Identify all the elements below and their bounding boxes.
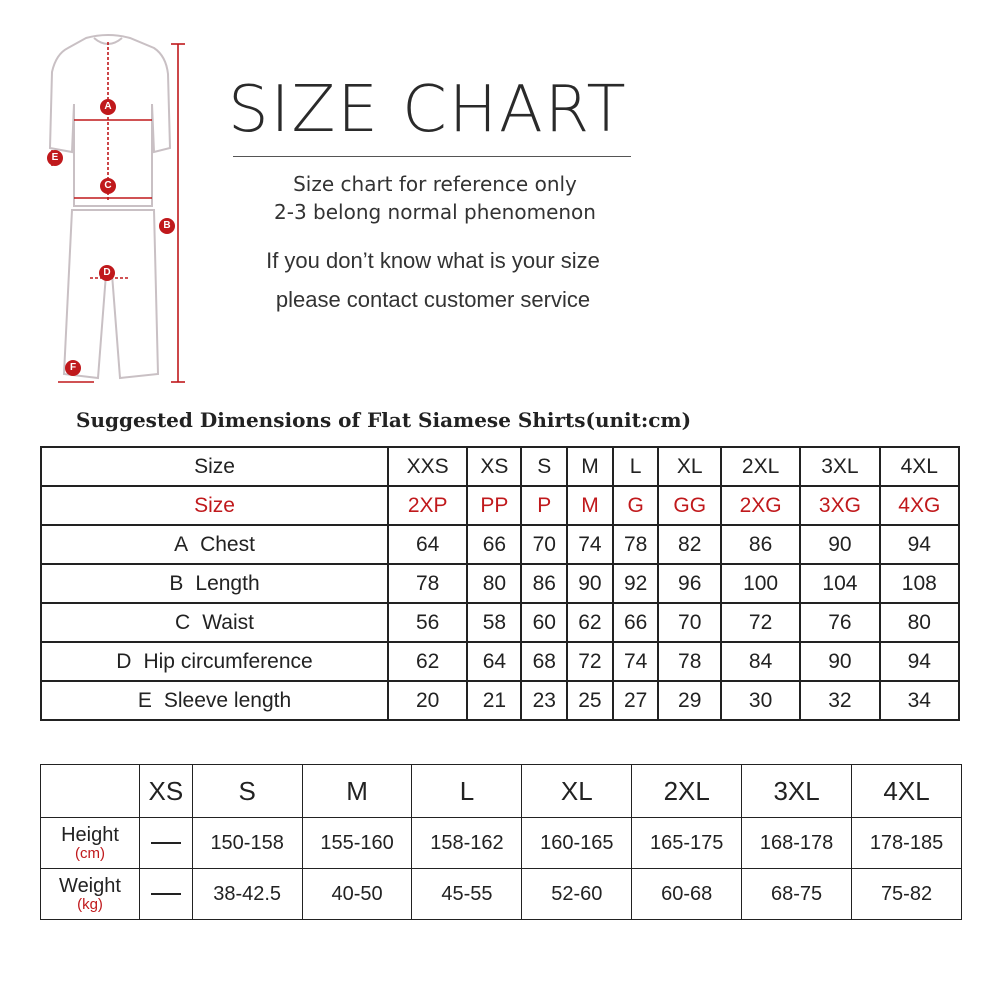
size-heading: XS — [140, 765, 193, 818]
measurement-row — [41, 525, 959, 564]
dash-glyph — [151, 893, 181, 895]
table-cell: 23 — [521, 681, 567, 720]
marker-c: C — [100, 178, 116, 194]
marker-e: E — [47, 150, 63, 166]
table-cell: L — [613, 447, 659, 486]
row-label: Size — [41, 447, 388, 486]
size-heading: S — [192, 765, 302, 818]
alt-size-row — [41, 486, 959, 525]
table-cell: XL — [658, 447, 720, 486]
empty-corner-cell — [41, 765, 140, 818]
marker-b: B — [159, 218, 175, 234]
row-label — [41, 642, 388, 681]
measurement-row — [41, 681, 959, 720]
table-cell: 64 — [388, 525, 467, 564]
table-cell: XXS — [388, 447, 467, 486]
body-measurement-table — [40, 764, 962, 920]
row-label — [41, 818, 140, 869]
measure-name: Length — [195, 571, 260, 595]
table-cell: 38-42.5 — [192, 869, 302, 920]
table-cell: 2XG — [721, 486, 800, 525]
size-heading: XL — [522, 765, 632, 818]
table-cell: 84 — [721, 642, 800, 681]
table-cell — [140, 818, 193, 869]
table-cell: 74 — [567, 525, 613, 564]
measure-name: Hip circumference — [143, 649, 313, 673]
table-cell: 86 — [521, 564, 567, 603]
size-heading: M — [302, 765, 412, 818]
measure-name: Chest — [200, 532, 255, 556]
table-cell: 165-175 — [632, 818, 742, 869]
size-heading: 3XL — [742, 765, 852, 818]
table-cell: 40-50 — [302, 869, 412, 920]
table-cell: M — [567, 447, 613, 486]
measure-name: Sleeve length — [163, 688, 292, 712]
table-cell: 58 — [467, 603, 521, 642]
table-cell: 78 — [613, 525, 659, 564]
title-divider — [233, 156, 631, 157]
measurement-row — [41, 642, 959, 681]
table-cell: 30 — [721, 681, 800, 720]
row-label — [41, 525, 388, 564]
table-cell: S — [521, 447, 567, 486]
height-row — [41, 818, 962, 869]
table-cell: 3XG — [800, 486, 879, 525]
table-cell: 86 — [721, 525, 800, 564]
table-cell: 78 — [388, 564, 467, 603]
measure-letter: A — [174, 532, 189, 556]
table-cell: 3XL — [800, 447, 879, 486]
measure-letter: E — [137, 688, 152, 712]
table-cell: 60 — [521, 603, 567, 642]
table-cell: 68 — [521, 642, 567, 681]
garment-measurement-diagram — [28, 28, 198, 398]
table-cell: 29 — [658, 681, 720, 720]
row-label — [41, 564, 388, 603]
table-cell — [140, 869, 193, 920]
measure-letter: C — [175, 610, 191, 634]
table-cell: 56 — [388, 603, 467, 642]
row-label — [41, 681, 388, 720]
table-cell: 150-158 — [192, 818, 302, 869]
table-cell: 108 — [880, 564, 959, 603]
measure-name: Waist — [202, 610, 254, 634]
measure-letter: B — [169, 571, 184, 595]
table-cell: 66 — [467, 525, 521, 564]
marker-a: A — [100, 99, 116, 115]
table-cell: 34 — [880, 681, 959, 720]
table-cell: 74 — [613, 642, 659, 681]
table-cell: 76 — [800, 603, 879, 642]
table-cell: 158-162 — [412, 818, 522, 869]
size-table-caption: Suggested Dimensions of Flat Siamese Shirts(unit:cm) — [76, 408, 692, 432]
table-cell: 60-68 — [632, 869, 742, 920]
table-cell: 52-60 — [522, 869, 632, 920]
table-cell: GG — [658, 486, 720, 525]
table-cell: 25 — [567, 681, 613, 720]
table-cell: 80 — [467, 564, 521, 603]
contact-note-line1: If you don’t know what is your size — [266, 248, 600, 273]
table-cell: XS — [467, 447, 521, 486]
row-label-text: Weight — [59, 874, 121, 897]
measurement-row — [41, 564, 959, 603]
table-cell: 64 — [467, 642, 521, 681]
table-cell: 75-82 — [852, 869, 962, 920]
table-cell: 27 — [613, 681, 659, 720]
table-cell: 78 — [658, 642, 720, 681]
table-cell: 168-178 — [742, 818, 852, 869]
table-cell: 94 — [880, 525, 959, 564]
tolerance-note: 2-3 belong normal phenomenon — [274, 200, 596, 224]
dash-glyph — [151, 842, 181, 844]
table-cell: 2XP — [388, 486, 467, 525]
table-cell: 72 — [721, 603, 800, 642]
table-cell: 155-160 — [302, 818, 412, 869]
table-cell: M — [567, 486, 613, 525]
table-cell: 82 — [658, 525, 720, 564]
weight-row — [41, 869, 962, 920]
table-cell: 4XL — [880, 447, 959, 486]
measure-letter: D — [116, 649, 132, 673]
table-cell: 62 — [388, 642, 467, 681]
table-cell: 90 — [567, 564, 613, 603]
row-label — [41, 869, 140, 920]
garment-size-table — [40, 446, 960, 721]
table-cell: 21 — [467, 681, 521, 720]
table-cell: 92 — [613, 564, 659, 603]
table-cell: 70 — [521, 525, 567, 564]
table-cell: 80 — [880, 603, 959, 642]
size-heading: L — [412, 765, 522, 818]
size-heading: 4XL — [852, 765, 962, 818]
marker-d: D — [99, 265, 115, 281]
table-cell: 96 — [658, 564, 720, 603]
table-cell: 66 — [613, 603, 659, 642]
measurement-row — [41, 603, 959, 642]
table-cell: 2XL — [721, 447, 800, 486]
table-cell: 62 — [567, 603, 613, 642]
page-title: SIZE CHART — [228, 73, 628, 147]
row-label: Size — [41, 486, 388, 525]
row-unit: (cm) — [75, 844, 105, 862]
table-cell: PP — [467, 486, 521, 525]
row-label — [41, 603, 388, 642]
contact-note-line2: please contact customer service — [275, 287, 591, 312]
table-cell: 72 — [567, 642, 613, 681]
table-cell: 90 — [800, 525, 879, 564]
table-cell: 70 — [658, 603, 720, 642]
table-cell: 178-185 — [852, 818, 962, 869]
table-cell: P — [521, 486, 567, 525]
table-cell: 104 — [800, 564, 879, 603]
table-cell: 90 — [800, 642, 879, 681]
table-cell: 4XG — [880, 486, 959, 525]
table-cell: 32 — [800, 681, 879, 720]
row-label-text: Height — [61, 823, 119, 846]
body-size-header-row — [41, 765, 962, 818]
table-cell: 20 — [388, 681, 467, 720]
table-cell: 68-75 — [742, 869, 852, 920]
table-cell: G — [613, 486, 659, 525]
table-cell: 160-165 — [522, 818, 632, 869]
reference-note: Size chart for reference only — [293, 172, 577, 196]
size-heading: 2XL — [632, 765, 742, 818]
row-unit: (kg) — [77, 895, 103, 913]
table-cell: 94 — [880, 642, 959, 681]
table-cell: 100 — [721, 564, 800, 603]
size-header-row — [41, 447, 959, 486]
table-cell: 45-55 — [412, 869, 522, 920]
marker-f: F — [65, 360, 81, 376]
